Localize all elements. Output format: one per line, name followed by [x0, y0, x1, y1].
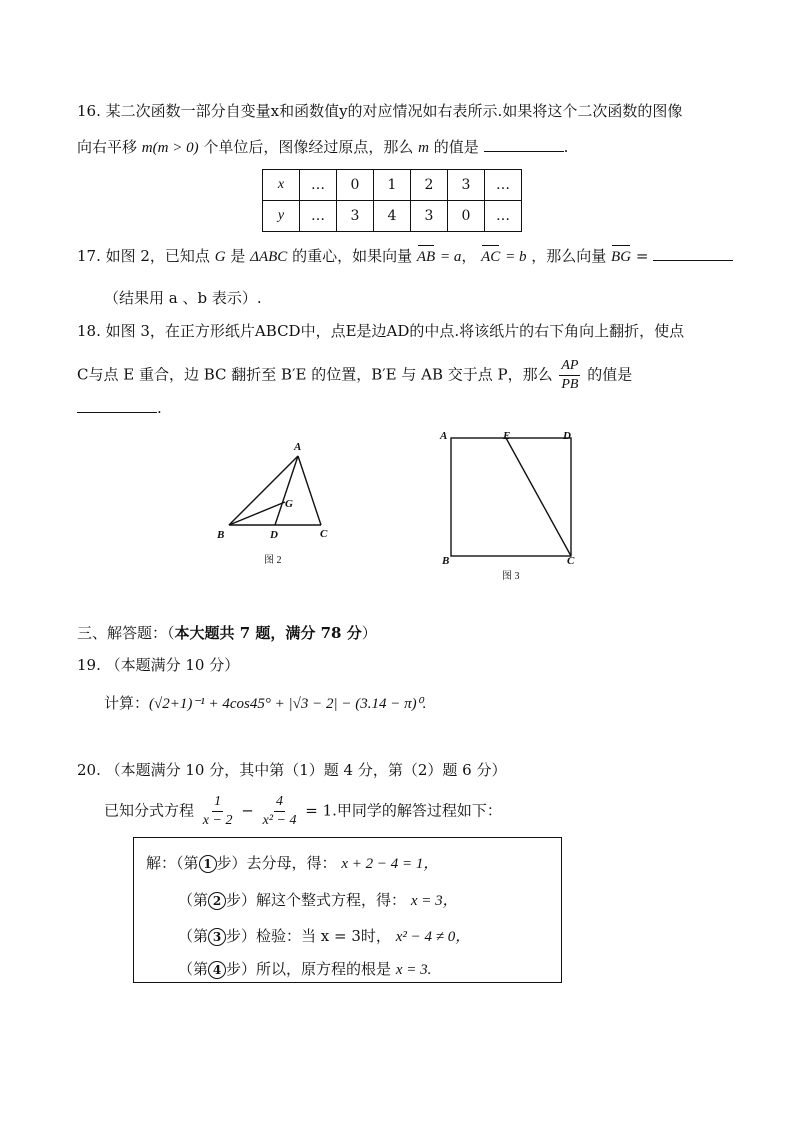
- q20-equation: 已知分式方程 $\frac{1}{x - 2}$ − $\frac{4}{\text{x² − 4}}$ = 1.甲同学的解答过程如下：: [104, 794, 502, 828]
- table-header-y: y: [263, 201, 300, 232]
- q18-line3: .: [77, 398, 162, 418]
- label-a: A: [294, 441, 302, 453]
- vector-ac: AC: [481, 249, 501, 265]
- answer-blank: [653, 246, 733, 261]
- table-cell: …: [485, 201, 522, 232]
- table-cell: 0: [337, 170, 374, 201]
- label-b: B: [217, 529, 225, 541]
- q16-line2: 向右平移 m(m > 0) 个单位后，图像经过原点，那么 m 的值是 .: [77, 138, 569, 156]
- table-cell: 1: [374, 170, 411, 201]
- label-d: D: [563, 430, 571, 442]
- vector-ab: AB: [416, 249, 436, 265]
- fraction-2: $\frac{4}{\text{x² − 4}}$: [262, 794, 297, 828]
- label-c: C: [567, 555, 575, 567]
- step-number-circle: 2: [208, 892, 226, 910]
- table-cell: …: [300, 201, 337, 232]
- table-cell: 4: [374, 201, 411, 232]
- answer-blank: [484, 137, 564, 152]
- q19-expression: 计算：(√2+1)⁻¹ + 4cos45° + |√3 − 2| − (3.14 − π)⁰.: [104, 694, 427, 712]
- q17-line1: 17. 如图 2，已知点 G 是 ΔABC 的重心，如果向量 AB = a， AC = b ，那么向量 BG =: [77, 246, 733, 267]
- label-e: E: [503, 430, 511, 442]
- label-g: G: [285, 498, 293, 510]
- q17-line2: （结果用 a 、b 表示）.: [104, 289, 262, 307]
- figure-3-square: [436, 424, 586, 584]
- step-number-circle: 3: [208, 928, 226, 946]
- solution-box: [133, 837, 562, 983]
- answer-blank: [77, 398, 157, 413]
- table-cell: 2: [411, 170, 448, 201]
- step-number-circle: 1: [199, 855, 217, 873]
- table-row: [263, 201, 522, 232]
- label-c: C: [320, 528, 328, 540]
- ap-over-pb-fraction: $\frac{AP}{PB}$: [561, 358, 579, 392]
- fraction-1: $\frac{1}{x - 2}$: [202, 794, 233, 828]
- table-cell: 0: [448, 201, 485, 232]
- table-cell: 3: [337, 201, 374, 232]
- q16-line1: 16. 某二次函数一部分自变量x和函数值y的对应情况如右表所示.如果将这个二次函数的图像: [77, 102, 683, 120]
- q18-line2: C与点 E 重合，边 BC 翻折至 B′E 的位置，B′E 与 AB 交于点 P，那么 $\frac{AP}{PB}$ 的值是: [77, 358, 633, 392]
- solution-step-2: （第 2 步）解这个整式方程，得： x = 3，: [178, 891, 458, 909]
- label-a: A: [440, 430, 448, 442]
- figure-2-caption: 图 2: [264, 555, 282, 566]
- table-cell: …: [485, 170, 522, 201]
- q20-heading: 20. （本题满分 10 分，其中第（1）题 4 分，第（2）题 6 分）: [77, 761, 507, 779]
- solution-step-1: 解：（第 1 步）去分母，得： x + 2 − 4 = 1，: [146, 854, 439, 872]
- figure-2-triangle: [212, 436, 337, 571]
- table-header-x: x: [263, 170, 300, 201]
- m-condition: m(m > 0): [141, 140, 199, 156]
- section-3-title: 三、解答题：（本大题共 7 题，满分 78 分）: [77, 624, 377, 642]
- table-cell: 3: [448, 170, 485, 201]
- label-b: B: [442, 555, 450, 567]
- solution-step-4: （第 4 步）所以，原方程的根是 x = 3.: [178, 960, 432, 978]
- solution-step-3: （第 3 步）检验：当 x = 3时， x² − 4 ≠ 0，: [178, 927, 471, 945]
- table-cell: …: [300, 170, 337, 201]
- vector-bg: BG: [611, 249, 632, 265]
- xy-value-table: [262, 169, 522, 232]
- figure-3-caption: 图 3: [502, 571, 520, 582]
- q19-heading: 19. （本题满分 10 分）: [77, 656, 240, 674]
- label-d: D: [270, 529, 278, 541]
- step-number-circle: 4: [208, 961, 226, 979]
- table-row: [263, 170, 522, 201]
- table-cell: 3: [411, 201, 448, 232]
- q18-line1: 18. 如图 3，在正方形纸片ABCD中，点E是边AD的中点.将该纸片的右下角向上翻折，使点: [77, 322, 685, 340]
